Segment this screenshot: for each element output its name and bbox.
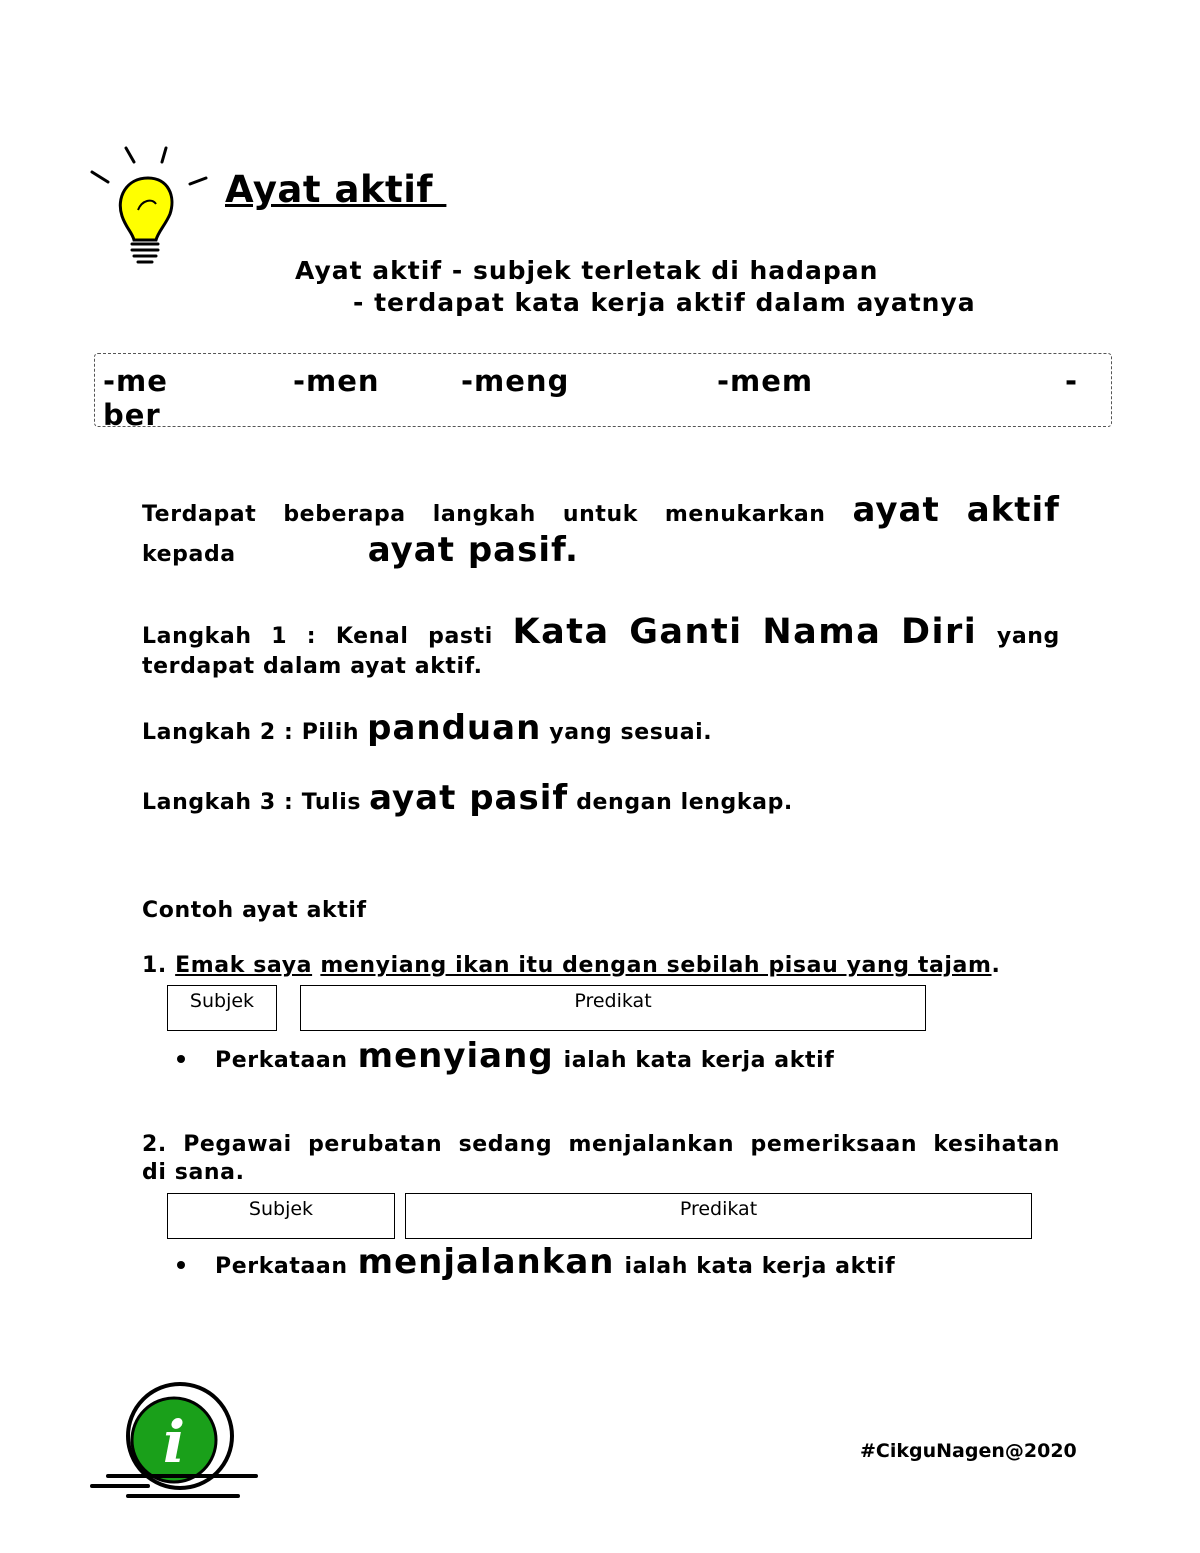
bullet-text: Perkataan <box>215 1254 348 1279</box>
intro-word: Terdapat <box>142 502 257 527</box>
intro-emphasis: aktif <box>966 490 1060 530</box>
step-word: Langkah <box>142 624 252 649</box>
step-1-line-2: terdapat dalam ayat aktif. <box>142 654 483 679</box>
example-word: perubatan <box>308 1132 443 1157</box>
info-icon <box>88 1378 260 1508</box>
intro-word: menukarkan <box>664 502 826 527</box>
step-text: Langkah 3 : Tulis <box>142 790 362 815</box>
intro-word: langkah <box>432 502 536 527</box>
page-title: Ayat aktif <box>225 168 447 211</box>
prefix-box <box>94 353 1112 427</box>
example-heading: Contoh ayat aktif <box>142 898 367 923</box>
example-word: pemeriksaan <box>750 1132 918 1157</box>
step-2 <box>142 708 712 748</box>
bullet-text: ialah kata kerja aktif <box>563 1048 835 1073</box>
example-end: . <box>991 953 1001 978</box>
step-emphasis: Diri <box>900 612 978 652</box>
example-number: 1. <box>142 953 167 978</box>
intro-emphasis: ayat pasif. <box>367 530 579 570</box>
example-2-bullet <box>177 1242 895 1282</box>
step-1-line-1 <box>142 612 1060 652</box>
intro-line-1 <box>142 490 1060 530</box>
bullet-emphasis: menjalankan <box>357 1242 615 1282</box>
predicate-label-box: Predikat <box>300 985 926 1031</box>
subject-label-box: Subjek <box>167 1193 395 1239</box>
step-word: : <box>306 624 317 649</box>
step-3 <box>142 778 793 818</box>
bullet-text: ialah kata kerja aktif <box>624 1254 896 1279</box>
step-word: pasti <box>428 624 493 649</box>
bullet-emphasis: menyiang <box>357 1036 554 1076</box>
intro-word: untuk <box>562 502 638 527</box>
definition-line-2: - terdapat kata kerja aktif dalam ayatnya <box>353 288 976 317</box>
subject-label-box: Subjek <box>167 985 277 1031</box>
intro-word: kepada <box>142 542 236 567</box>
bullet-dot <box>177 1261 185 1269</box>
step-emphasis: panduan <box>367 708 542 748</box>
step-emphasis: ayat pasif <box>369 778 569 818</box>
example-word: menjalankan <box>568 1132 735 1157</box>
bullet-dot <box>177 1055 185 1063</box>
definition-line-1: Ayat aktif - subjek terletak di hadapan <box>295 256 879 285</box>
step-text: yang sesuai. <box>549 720 713 745</box>
intro-word: beberapa <box>283 502 406 527</box>
example-word: kesihatan <box>933 1132 1060 1157</box>
example-subject: Emak saya <box>175 953 313 978</box>
prefix-me: -me <box>103 364 168 398</box>
example-predicate: menyiang ikan itu dengan sebilah pisau yang tajam <box>320 953 992 978</box>
example-word: sedang <box>458 1132 553 1157</box>
step-emphasis: Nama <box>762 612 882 652</box>
intro-line-2 <box>142 530 579 570</box>
example-word: 2. <box>142 1132 167 1157</box>
step-word: yang <box>996 624 1060 649</box>
example-1-bullet <box>177 1036 834 1076</box>
example-word: Pegawai <box>183 1132 292 1157</box>
example-2-line-1 <box>142 1132 1060 1157</box>
predicate-label-box: Predikat <box>405 1193 1032 1239</box>
prefix-men: -men <box>293 364 380 398</box>
step-word: Kenal <box>335 624 409 649</box>
step-emphasis: Ganti <box>629 612 743 652</box>
step-word: 1 <box>271 624 288 649</box>
prefix-mem: -mem <box>717 364 814 398</box>
step-emphasis: Kata <box>512 612 610 652</box>
footer-credit: #CikguNagen@2020 <box>860 1440 1077 1462</box>
intro-emphasis: ayat <box>852 490 940 530</box>
bullet-text: Perkataan <box>215 1048 348 1073</box>
example-2-line-2: di sana. <box>142 1160 245 1185</box>
lightbulb-icon <box>86 140 216 275</box>
step-text: Langkah 2 : Pilih <box>142 720 360 745</box>
prefix-dash: - <box>1065 364 1079 398</box>
example-1-sentence <box>142 953 1001 978</box>
prefix-meng: -meng <box>461 364 570 398</box>
prefix-ber: ber <box>103 398 161 427</box>
svg-text:i: i <box>162 1408 186 1476</box>
step-text: dengan lengkap. <box>576 790 793 815</box>
